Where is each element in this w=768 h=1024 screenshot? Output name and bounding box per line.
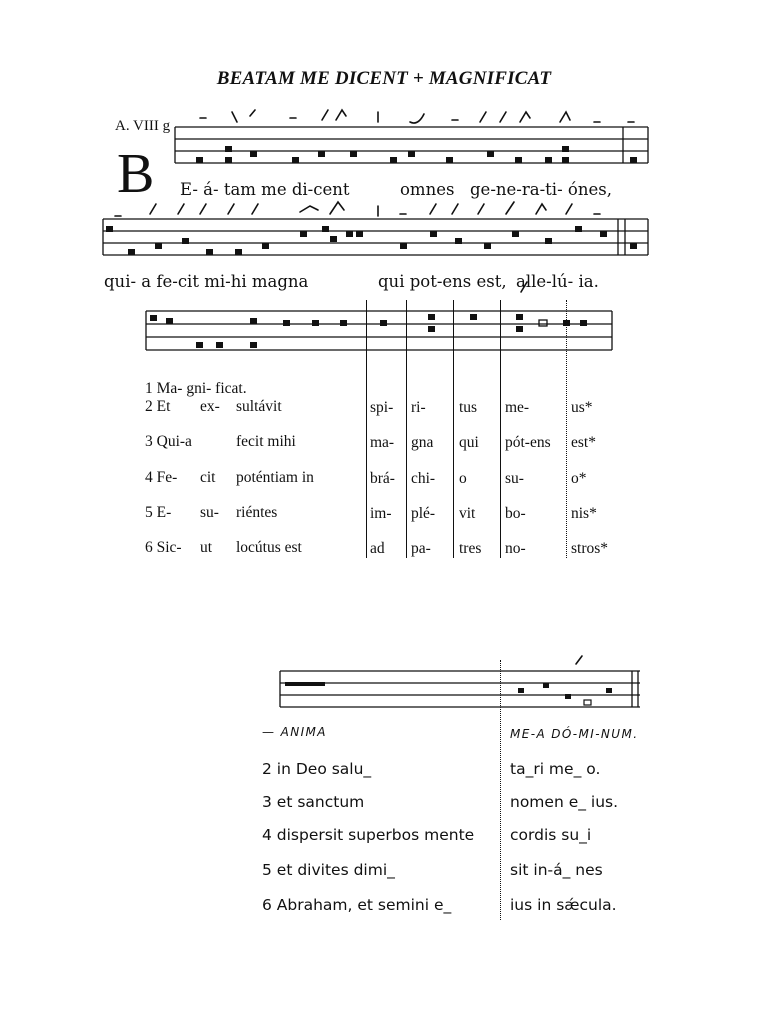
verse-cell: ri- bbox=[411, 399, 426, 416]
lyric-1b: omnes bbox=[400, 180, 455, 199]
verse-cell: tus bbox=[459, 399, 478, 416]
verse-cell: su- bbox=[200, 504, 219, 521]
handwritten-cell: ME-A DÓ-MI-NUM. bbox=[510, 727, 639, 741]
verse-cell: pa- bbox=[411, 540, 431, 557]
lyric-2a: qui- a fe-cit mi-hi magna bbox=[104, 272, 309, 291]
verse-cell: cit bbox=[200, 469, 216, 486]
verse-cell: ut bbox=[200, 539, 213, 556]
verse-cell: ad bbox=[370, 540, 385, 557]
verse-cell: sultávit bbox=[236, 398, 282, 415]
handwritten-cell: — ANIMA bbox=[262, 725, 327, 739]
verse-cell: ma- bbox=[370, 434, 395, 451]
verse-num-cell: 6 Sic- bbox=[145, 539, 182, 556]
verse-cell: bo- bbox=[505, 505, 526, 522]
verse-cell: brá- bbox=[370, 470, 395, 487]
verse-cell: vit bbox=[459, 505, 476, 522]
verse-cell: chi- bbox=[411, 470, 436, 487]
verse-cell: no- bbox=[505, 540, 526, 557]
verse-cell: spi- bbox=[370, 399, 394, 416]
handwritten-cell: 2 in Deo salu_ bbox=[262, 760, 372, 778]
verse-cell: nis* bbox=[571, 505, 597, 522]
lyric-1c: ge-ne-ra-ti- ónes, bbox=[470, 180, 612, 199]
handwritten-cell: 3 et sanctum bbox=[262, 793, 365, 811]
lyric-2b: qui pot-ens est, bbox=[378, 272, 507, 291]
lyric-2c: alle-lú- ia. bbox=[516, 272, 599, 291]
verse-num-cell: 4 Fe- bbox=[145, 469, 178, 486]
verse-cell: fecit mihi bbox=[236, 433, 296, 450]
verse-cell: stros* bbox=[571, 540, 609, 557]
verse-num-cell: 2 Et bbox=[145, 398, 171, 415]
page-title: BEATAM ME DICENT + MAGNIFICAT bbox=[216, 68, 552, 89]
lyric-1a: E- á- tam me di-cent bbox=[180, 180, 350, 199]
verse-cell: poténtiam in bbox=[236, 469, 314, 486]
verse-num-cell: 5 E- bbox=[145, 504, 172, 521]
verse-num-cell: 3 Qui-a bbox=[145, 433, 192, 450]
drop-capital: B bbox=[117, 143, 155, 205]
verse-cell: su- bbox=[505, 470, 524, 487]
verse-cell: est* bbox=[571, 434, 596, 451]
verse-cell: qui bbox=[459, 434, 479, 451]
handwritten-divider bbox=[500, 660, 501, 920]
verse-cell: me- bbox=[505, 399, 530, 416]
handwritten-cell: cordis su_i bbox=[510, 826, 592, 844]
verse-cell: gna bbox=[411, 434, 434, 451]
handwritten-cell: 5 et divites dimi_ bbox=[262, 861, 395, 879]
handwritten-cell: nomen e_ ius. bbox=[510, 793, 619, 811]
verse-cell: us* bbox=[571, 399, 593, 416]
handwritten-cell: ta_ri me_ o. bbox=[510, 760, 601, 778]
handwritten-cell: 6 Abraham, et semini e_ bbox=[262, 896, 452, 914]
verse-cell: pót-ens bbox=[505, 434, 551, 451]
handwritten-cell: 4 dispersit superbos mente bbox=[262, 826, 475, 844]
verse-cell: ex- bbox=[200, 398, 220, 415]
mode-label: A. VIII g bbox=[115, 118, 171, 134]
verse-1: 1 Ma- gni- ficat. bbox=[145, 380, 247, 397]
verse-cell: im- bbox=[370, 505, 392, 522]
verse-cell: riéntes bbox=[236, 504, 278, 521]
handwritten-cell: ius in sǽcula. bbox=[510, 896, 617, 914]
handwritten-cell: sit in-á_ nes bbox=[510, 861, 603, 879]
verse-cell: tres bbox=[459, 540, 482, 557]
verse-cell: locútus est bbox=[236, 539, 302, 556]
verse-cell: o bbox=[459, 470, 467, 487]
verse-cell: plé- bbox=[411, 505, 436, 522]
verse-cell: o* bbox=[571, 470, 587, 487]
